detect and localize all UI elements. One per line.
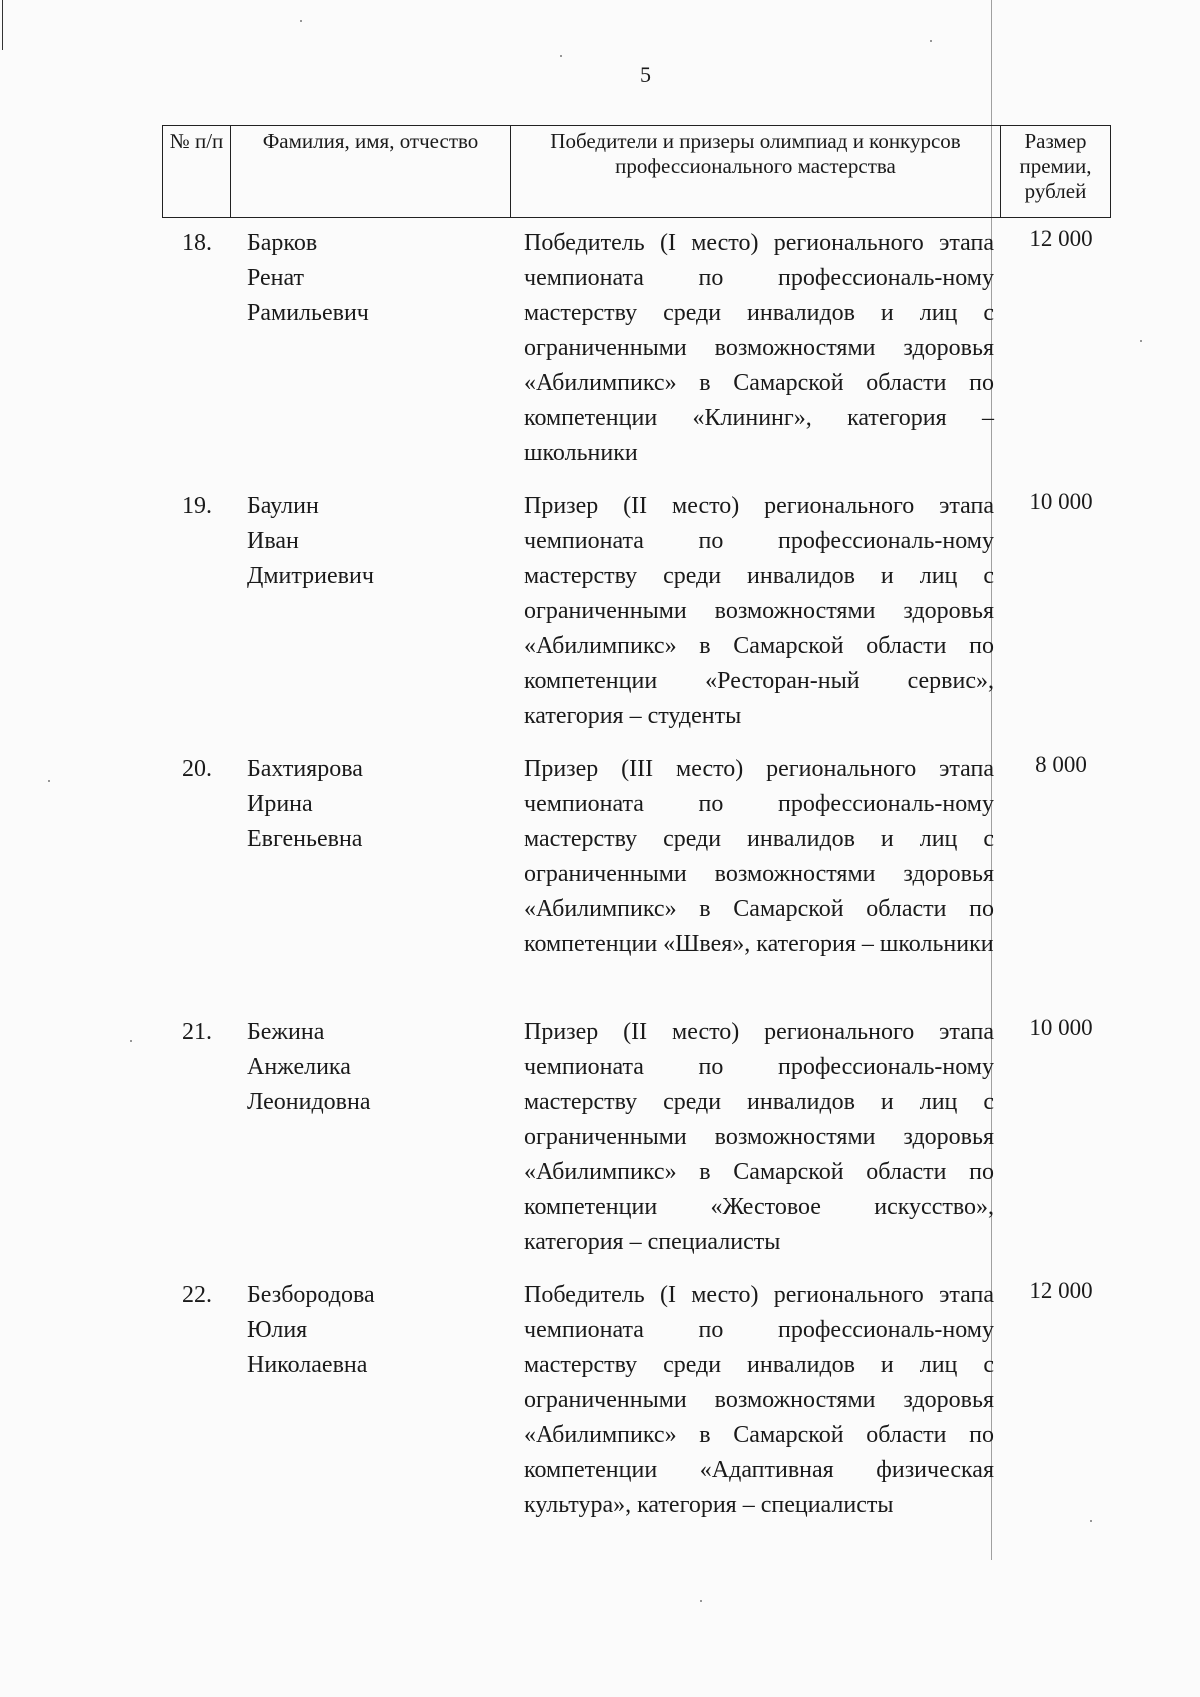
first-name: Ирина: [247, 791, 313, 817]
scan-speck: [1090, 1520, 1092, 1522]
scan-speck: [930, 40, 932, 42]
header-amount: Размер премии, рублей: [1001, 126, 1111, 218]
last-name: Барков: [247, 230, 318, 256]
full-name: [247, 489, 507, 594]
header-name: Фамилия, имя, отчество: [231, 126, 511, 218]
scan-speck: [130, 1040, 132, 1042]
row-number: 19.: [182, 493, 212, 519]
award-amount: 8 000: [1035, 752, 1087, 777]
header-desc: Победители и призеры олимпиад и конкурсов профессионального мастерства: [511, 126, 1001, 218]
patronymic: Дмитриевич: [247, 563, 374, 589]
page-number: 5: [640, 62, 651, 87]
scan-speck: [700, 1600, 702, 1602]
first-name: Анжелика: [247, 1054, 351, 1080]
scan-speck: [48, 780, 50, 782]
last-name: Баулин: [247, 493, 319, 519]
full-name: [247, 226, 507, 331]
last-name: Бежина: [247, 1019, 325, 1045]
row-number: 21.: [182, 1019, 212, 1045]
award-amount: 10 000: [1029, 1015, 1093, 1040]
full-name: [247, 752, 507, 857]
full-name: [247, 1015, 507, 1120]
patronymic: Леонидовна: [247, 1089, 371, 1115]
patronymic: Евгеньевна: [247, 826, 363, 852]
achievement-description: Призер (II место) регионального этапа чемпионата по профессиональ-ному мастерству среди инвалидов и лиц с ограниченными возможностями здоровья «Абилимпикс» в Самарской области по компетенции «Ресторан-ный сервис», категория – студенты: [524, 493, 994, 729]
full-name: [247, 1278, 507, 1383]
achievement-description: Победитель (I место) регионального этапа чемпионата по профессиональ-ному мастерству среди инвалидов и лиц с ограниченными возможностями здоровья «Абилимпикс» в Самарской области по компетенции «Клининг», категория – школьники: [524, 230, 994, 466]
patronymic: Рамильевич: [247, 300, 369, 326]
scan-speck: [560, 55, 562, 57]
patronymic: Николаевна: [247, 1352, 368, 1378]
table-header: [162, 125, 1111, 218]
award-amount: 12 000: [1029, 1278, 1093, 1303]
row-number: 22.: [182, 1282, 212, 1308]
award-amount: 10 000: [1029, 489, 1093, 514]
last-name: Безбородова: [247, 1282, 375, 1308]
first-name: Ренат: [247, 265, 305, 291]
row-number: 18.: [182, 230, 212, 256]
scan-edge-mark: [2, 0, 3, 50]
first-name: Юлия: [247, 1317, 308, 1343]
achievement-description: Призер (II место) регионального этапа чемпионата по профессиональ-ному мастерству среди инвалидов и лиц с ограниченными возможностями здоровья «Абилимпикс» в Самарской области по компетенции «Жестовое искусство», категория – специалисты: [524, 1019, 994, 1255]
header-num: № п/п: [163, 126, 231, 218]
scan-speck: [1140, 340, 1142, 342]
scan-speck: [300, 20, 302, 22]
first-name: Иван: [247, 528, 299, 554]
row-number: 20.: [182, 756, 212, 782]
last-name: Бахтиярова: [247, 756, 363, 782]
achievement-description: Призер (III место) регионального этапа чемпионата по профессиональ-ному мастерству среди инвалидов и лиц с ограниченными возможностями здоровья «Абилимпикс» в Самарской области по компетенции «Швея», категория – школьники: [524, 756, 994, 957]
achievement-description: Победитель (I место) регионального этапа чемпионата по профессиональ-ному мастерству среди инвалидов и лиц с ограниченными возможностями здоровья «Абилимпикс» в Самарской области по компетенции «Адаптивная физическая культура», категория – специалисты: [524, 1282, 994, 1518]
award-amount: 12 000: [1029, 226, 1093, 251]
